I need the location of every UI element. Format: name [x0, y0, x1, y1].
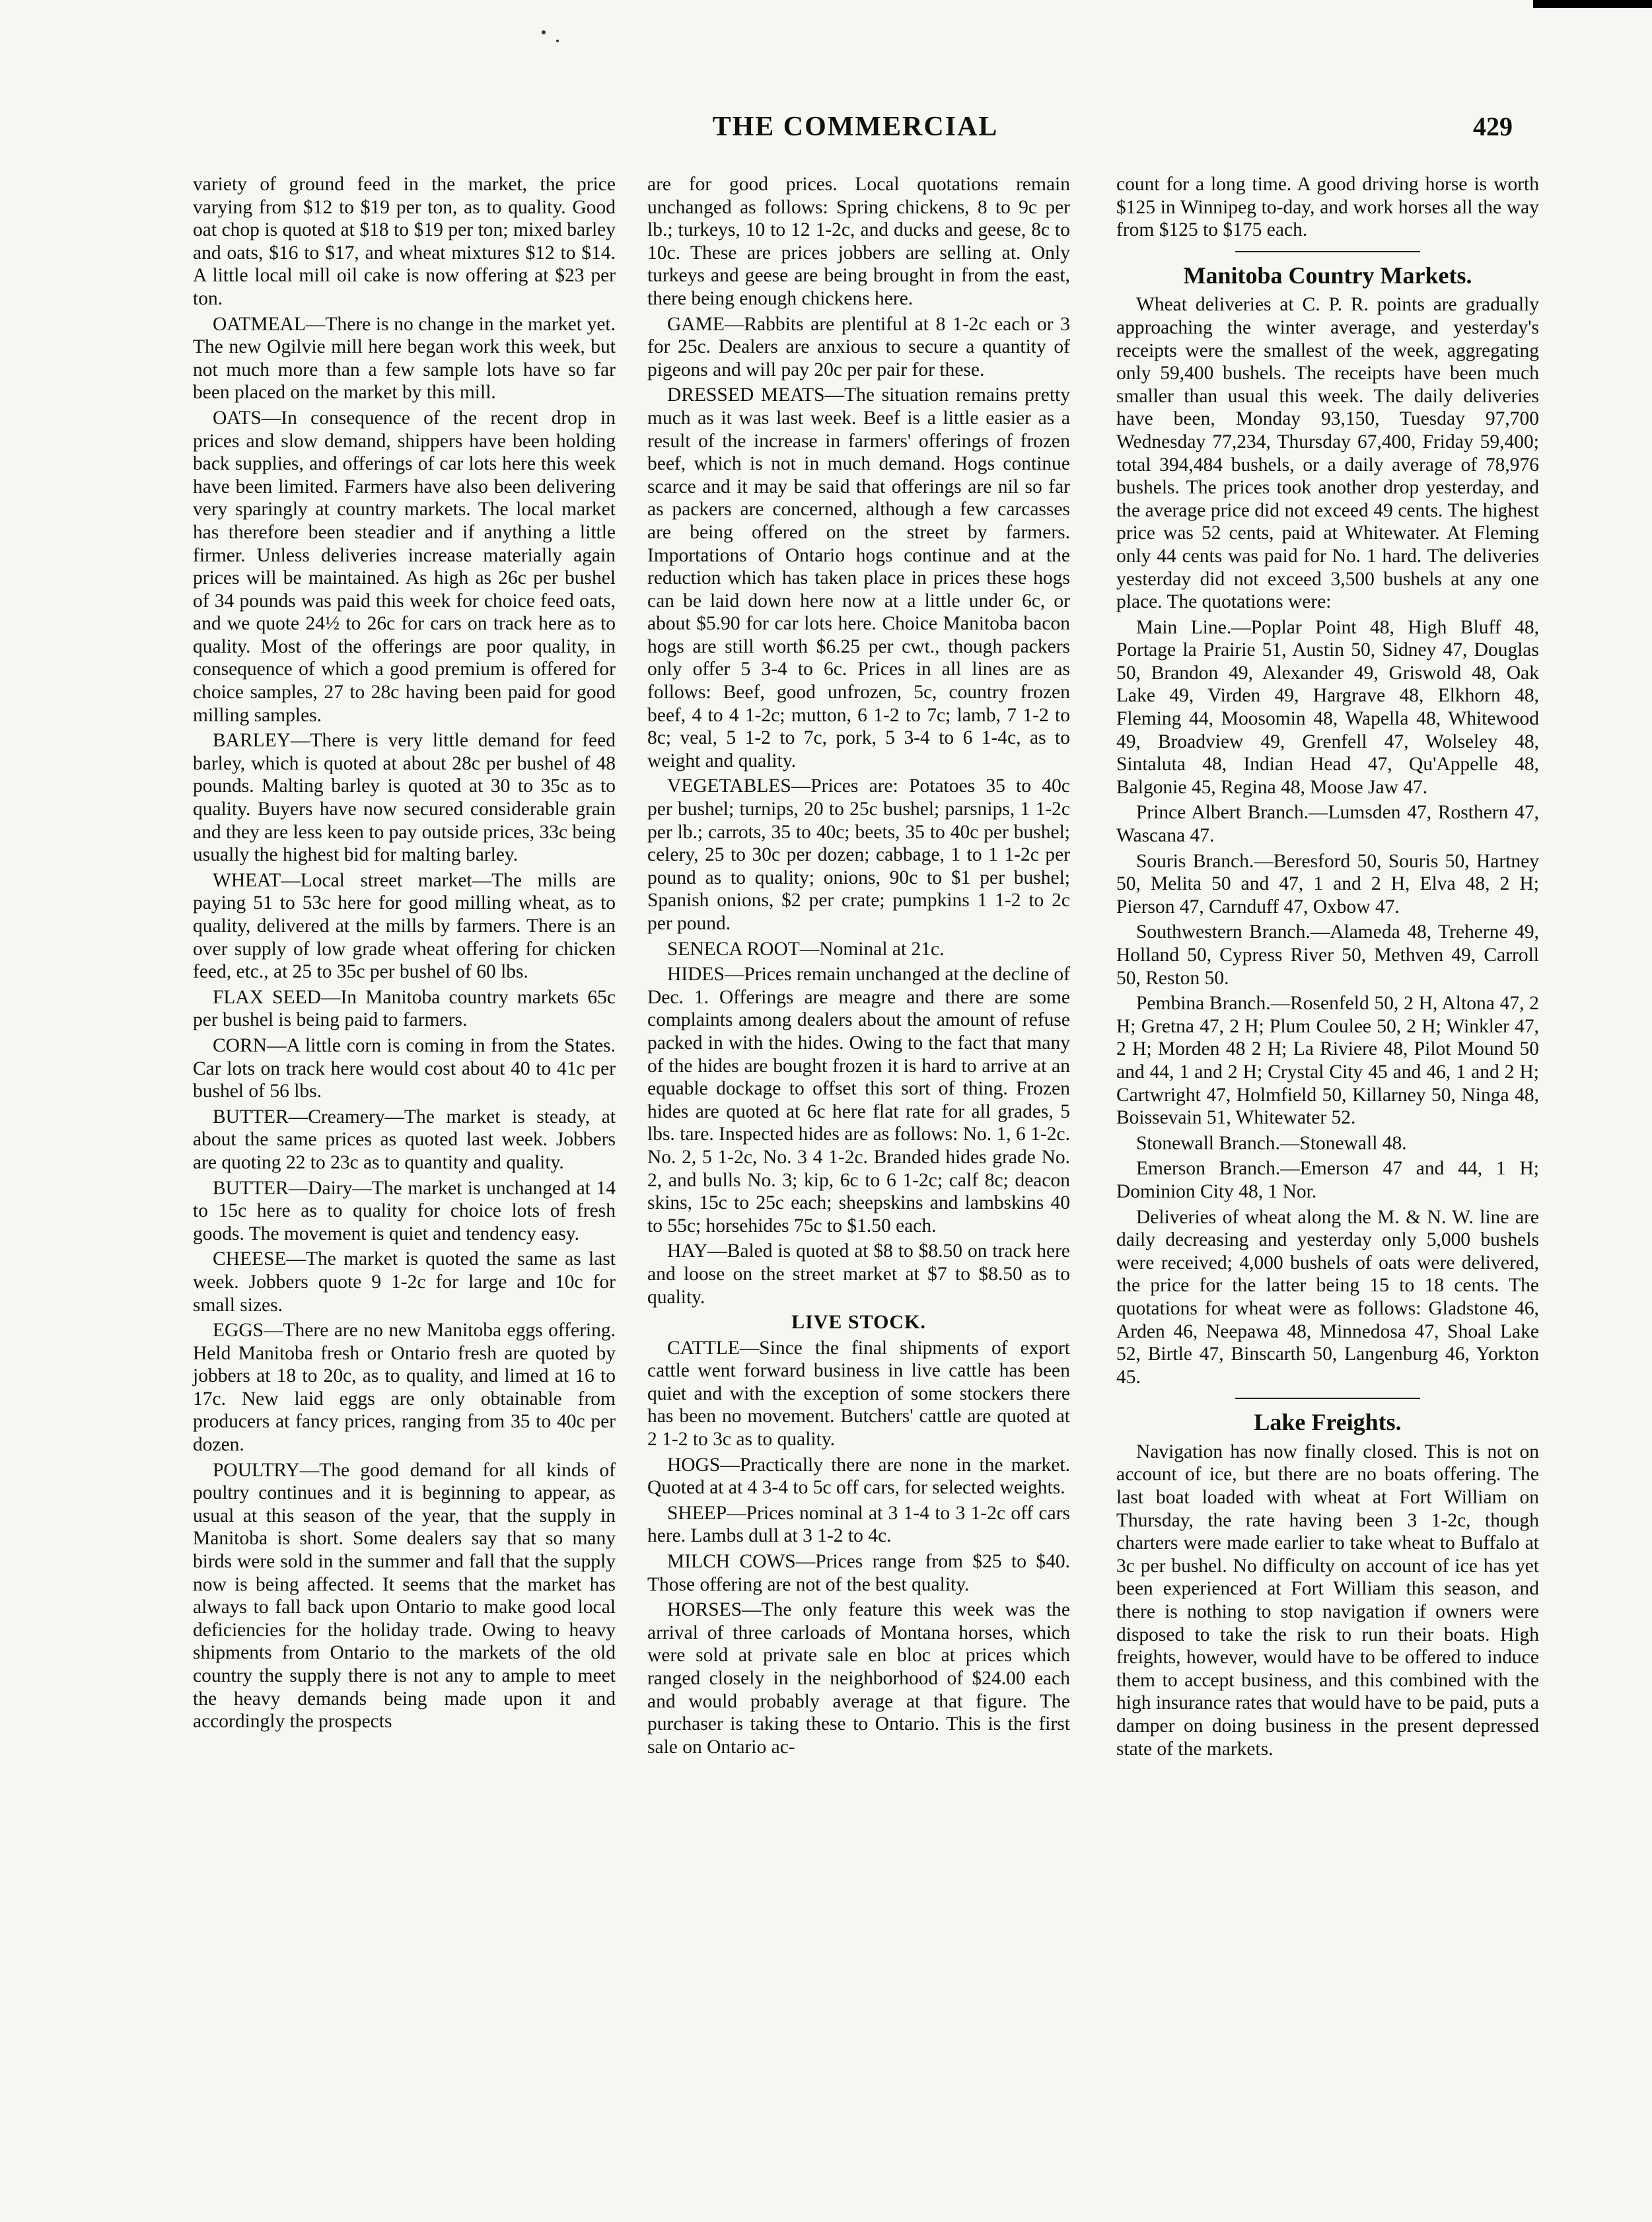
paragraph: BARLEY—There is very little demand for feed barley, which is quoted at about 28c per bushel of 48 pounds. Malting barley is quoted at 30 to 35c as to quality. Buyers have now secured considerable grain and they are less keen to pay outside prices, 33c being usually the highest bid for malting barley.: [193, 730, 616, 866]
paragraph: Pembina Branch.—Rosenfeld 50, 2 H, Altona 47, 2 H; Gretna 47, 2 H; Plum Coulee 50, 2 H; Winkler 47, 2 H; Morden 48 2 H; La Riviere 48, Pilot Mound 50 and 44, 1 and 2 H; Crystal City 45 and 46, 1 and 2 H; Cartwright 47, Holmfield 50, Killarney 50, Ninga 48, Boissevain 51, Whitewater 52.: [1116, 993, 1539, 1129]
paragraph: Stonewall Branch.—Stonewall 48.: [1136, 1132, 1407, 1154]
paragraph: HIDES—Prices remain unchanged at the decline of Dec. 1. Offerings are meagre and there are some complaints among dealers about the amount of refuse packed in with the hides. Owing to the fact that many of the hides are bought frozen it is hard to arrive at an equable dockage to offset this sort of thing. Frozen hides are quoted at 6c here flat rate for all grades, 5 lbs. tare. Inspected hides are as follows: No. 1, 6 1-2c. No. 2, 5 1-2c, No. 3 4 1-2c. Branded hides grade No. 2, and bulls No. 3; kip, 6c to 6 1-2c; calf 8c; deacon skins, 15c to 25c each; sheepskins and lambskins 40 to 55c; horsehides 75c to $1.50 each.: [647, 964, 1070, 1236]
paragraph: HOGS—Practically there are none in the market. Quoted at at 4 3-4 to 5c off cars, for selected weights.: [647, 1454, 1070, 1499]
paragraph: Deliveries of wheat along the M. & N. W. line are daily decreasing and yesterday only 5,000 bushels were received; 4,000 bushels of oats were delivered, the price for the latter being 15 to 18 cents. The quotations for wheat were as follows: Gladstone 46, Arden 46, Neepawa 48, Minnedosa 47, Shoal Lake 52, Birtle 47, Binscarth 50, Langenburg 46, Yorkton 45.: [1116, 1206, 1539, 1388]
publication-title: THE COMMERCIAL: [712, 112, 999, 142]
column-1: [193, 173, 616, 1736]
paragraph: BUTTER—Creamery—The market is steady, at about the same prices as quoted last week. Jobbers are quoting 22 to 23c as to quantity and quality.: [193, 1106, 616, 1173]
paragraph: Southwestern Branch.—Alameda 48, Treherne 49, Holland 50, Cypress River 50, Methven 49, Carroll 50, Reston 50.: [1116, 921, 1539, 989]
paragraph: HORSES—The only feature this week was the arrival of three carloads of Montana horses, which were sold at private sale en bloc at prices which ranged closely in the neighborhood of $24.00 each and would probably average at that figure. The purchaser is taking these to Ontario. This is the first sale on Ontario ac-: [647, 1599, 1070, 1758]
paragraph: count for a long time. A good driving horse is worth $125 in Winnipeg to-day, and work horses all the way from $125 to $175 each.: [1116, 174, 1539, 241]
paragraph: variety of ground feed in the market, the price varying from $12 to $19 per ton, as to quality. Good oat chop is quoted at $18 to $19 per ton; mixed barley and oats, $16 to $17, and wheat mixtures $12 to $14. A little local mill oil cake is now offering at $23 per ton.: [193, 174, 616, 309]
paragraph: HAY—Baled is quoted at $8 to $8.50 on track here and loose on the street market at $7 to $8.50 as to quality.: [647, 1240, 1070, 1308]
paragraph: GAME—Rabbits are plentiful at 8 1-2c each or 3 for 25c. Dealers are anxious to secure a quantity of pigeons and will pay 20c per pair for these.: [647, 313, 1070, 380]
paragraph: SHEEP—Prices nominal at 3 1-4 to 3 1-2c off cars here. Lambs dull at 3 1-2 to 4c.: [647, 1502, 1070, 1547]
scan-edge-mark: [1533, 0, 1652, 8]
paragraph: FLAX SEED—In Manitoba country markets 65c per bushel is being paid to farmers.: [193, 986, 616, 1031]
paragraph: VEGETABLES—Prices are: Potatoes 35 to 40c per bushel; turnips, 20 to 25c bushel; parsnips, 1 1-2c per lb.; carrots, 35 to 40c; beets, 35 to 40c per bushel; celery, 25 to 30c per dozen; cabbage, 1 to 1 1-2c per pound as to quality; onions, 90c to $1 per bushel; Spanish onions, $2 per crate; pumpkins 1 1-2 to 2c per pound.: [647, 775, 1070, 934]
paragraph: DRESSED MEATS—The situation remains pretty much as it was last week. Beef is a little easier as a result of the increase in farmers' offerings of frozen beef, which is not in much demand. Hogs continue scarce and it may be said that offerings are nil so far as packers are concerned, although a few carcasses are being offered on the street by farmers. Importations of Ontario hogs continue and at the reduction which has taken place in prices these hogs can be laid down here now at a little under 6c, or about $5.90 for car lots here. Choice Manitoba bacon hogs are still worth $6.25 per cwt., though packers only offer 5 3-4 to 6c. Prices in all lines are as follows: Beef, good unfrozen, 5c, country frozen beef, 4 to 4 1-2c; mutton, 6 1-2 to 7c; lamb, 7 1-2 to 8c; veal, 5 1-2 to 7c, pork, 5 3-4 to 6 1-4c, as to weight and quality.: [647, 384, 1070, 771]
article-heading-country-markets: Manitoba Country Markets.: [1183, 262, 1472, 289]
paragraph: SENECA ROOT—Nominal at 21c.: [667, 938, 945, 960]
page-header: [198, 111, 1513, 151]
scan-speck: [542, 30, 546, 34]
paragraph: POULTRY—The good demand for all kinds of poultry continues and it is beginning to appear, as usual at this season of the year, that the supply in Manitoba is short. Some dealers say that so many birds were sold in the summer and fall that the supply now is being affected. It seems that the market has always to fall back upon Ontario to make good local deficiencies for the holiday trade. Owing to heavy shipments from Ontario to the markets of the old country the supply there is not any to ample to meet the heavy demands being made upon it and accordingly the prospects: [193, 1459, 616, 1733]
paragraph: BUTTER—Dairy—The market is unchanged at 14 to 15c here as to quality for choice lots of fresh goods. The movement is quiet and tendency easy.: [193, 1177, 616, 1244]
page-number: 429: [1473, 112, 1513, 141]
paragraph: are for good prices. Local quotations remain unchanged as follows: Spring chickens, 8 to 9c per lb.; turkeys, 10 to 12 1-2c, and ducks and geese, 8c to 10c. These are prices jobbers are selling at. Only turkeys and geese are being brought in from the east, there being enough chickens here.: [647, 174, 1070, 309]
paragraph: Souris Branch.—Beresford 50, Souris 50, Hartney 50, Melita 50 and 47, 1 and 2 H, Elva 48, 2 H; Pierson 47, Carnduff 47, Oxbow 47.: [1116, 850, 1539, 917]
paragraph: Main Line.—Poplar Point 48, High Bluff 48, Portage la Prairie 51, Austin 50, Sidney 47, Douglas 50, Brandon 49, Alexander 49, Griswold 48, Oak Lake 49, Virden 49, Hargrave 48, Elkhorn 48, Fleming 44, Moosomin 48, Wapella 48, Whitewood 49, Broadview 49, Grenfell 47, Wolseley 48, Sintaluta 48, Indian Head 47, Qu'Appelle 48, Balgonie 45, Regina 48, Moose Jaw 47.: [1116, 616, 1539, 798]
column-3: [1116, 173, 1539, 1763]
section-heading-live-stock: LIVE STOCK.: [791, 1311, 926, 1334]
paragraph: CORN—A little corn is coming in from the States. Car lots on track here would cost about 40 to 41c per bushel of 56 lbs.: [193, 1034, 616, 1102]
paragraph: MILCH COWS—Prices range from $25 to $40. Those offering are not of the best quality.: [647, 1551, 1070, 1595]
paragraph: WHEAT—Local street market—The mills are paying 51 to 53c here for good milling wheat, as to quality, delivered at the mills by farmers. There is an over supply of low grade wheat offering for chicken feed, etc., at 25 to 35c per bushel of 60 lbs.: [193, 869, 616, 983]
paragraph: CATTLE—Since the final shipments of export cattle went forward business in live cattle has been quiet and with the exception of some stockers there has been no movement. Butchers' cattle are quoted at 2 1-2 to 3c as to quality.: [647, 1337, 1070, 1451]
scan-speck: [556, 40, 559, 42]
paragraph: Prince Albert Branch.—Lumsden 47, Rosthern 47, Wascana 47.: [1116, 802, 1539, 847]
paragraph: Navigation has now finally closed. This is not on account of ice, but there are no boats offering. The last boat loaded with wheat at Fort William on Thursday, the rate having been 3 1-2c, though charters were made earlier to take wheat to Buffalo at 3c per bushel. No difficulty on account of ice has yet been experienced at Fort William this season, and there is nothing to stop navigation if owners were disposed to take the risk to run their boats. High freights, however, would have to be offered to induce them to accept business, and this combined with the high insurance rates that would have to be paid, puts a damper on doing business in the present depressed state of the markets.: [1116, 1441, 1539, 1760]
section-divider: [1235, 1398, 1420, 1399]
paragraph: EGGS—There are no new Manitoba eggs offering. Held Manitoba fresh or Ontario fresh are quoted by jobbers at 18 to 20c, as to quality, and limed at 16 to 17c. New laid eggs are only obtainable from producers at fancy prices, ranging from 35 to 40c per dozen.: [193, 1320, 616, 1456]
paragraph: Emerson Branch.—Emerson 47 and 44, 1 H; Dominion City 48, 1 Nor.: [1116, 1158, 1539, 1202]
paragraph: OATMEAL—There is no change in the market yet. The new Ogilvie mill here began work this week, but not much more than a few sample lots have so far been placed on the market by this mill.: [193, 313, 616, 404]
paragraph: CHEESE—The market is quoted the same as last week. Jobbers quote 9 1-2c for large and 10c for small sizes.: [193, 1248, 616, 1316]
paragraph: Wheat deliveries at C. P. R. points are gradually approaching the winter average, and yesterday's receipts were the smallest of the week, aggregating only 59,400 bushels. The receipts have been much smaller than usual this week. The daily deliveries have been, Monday 93,150, Tuesday 97,700 Wednesday 77,234, Thursday 67,400, Friday 59,400; total 394,484 bushels, or a daily average of 78,976 bushels. The prices took another drop yesterday, and the average price did not exceed 49 cents. The highest price was 52 cents, paid at Whitewater. At Fleming only 44 cents was paid for No. 1 hard. The deliveries yesterday did not exceed 3,500 bushels at any one place. The quotations were:: [1116, 294, 1539, 613]
article-heading-lake-freights: Lake Freights.: [1254, 1409, 1402, 1436]
paragraph: OATS—In consequence of the recent drop in prices and slow demand, shippers have been holding back supplies, and offerings of car lots here this week have been limited. Farmers have also been delivering very sparingly at country markets. The local market has therefore been steadier and if anything a little firmer. Unless deliveries increase materially again prices will be maintained. As high as 26c per bushel of 34 pounds was paid this week for choice feed oats, and we quote 24½ to 26c for cars on track here as to quality. Most of the offerings are poor quality, in consequence of which a good premium is offered for choice samples, 27 to 28c having been paid for good milling samples.: [193, 407, 616, 726]
column-2: [647, 173, 1070, 1761]
section-divider: [1235, 251, 1420, 252]
